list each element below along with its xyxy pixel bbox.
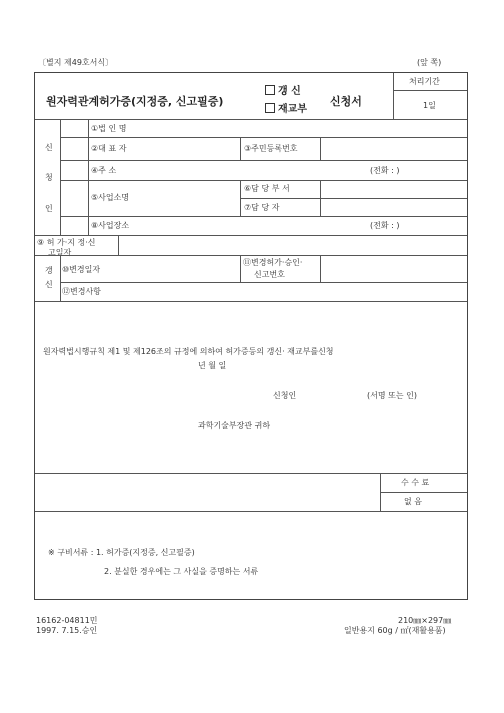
applicant-signature-label: 신청인 — [273, 391, 297, 400]
required-documents: ※ 구비서류 : 1. 허가증(지정증, 신고필증) — [48, 548, 195, 557]
form-number: 〔별지 제49호서식〕 — [38, 58, 114, 67]
approval-date: 1997. 7.15.승인 — [36, 626, 98, 635]
department-label: ⑥담 당 부 서 — [244, 184, 290, 193]
required-documents-item-2: 2. 분실한 경우에는 그 사실을 증명하는 서류 — [104, 567, 259, 576]
change-number-label-2: 신고번호 — [254, 270, 285, 279]
fee-value: 없 음 — [404, 497, 422, 506]
address-label: ④주 소 — [91, 166, 117, 175]
phone-1: (전화 : ) — [370, 166, 400, 175]
corp-name-label: ①법 인 명 — [91, 124, 127, 133]
addressee: 과학기술부장관 귀하 — [198, 421, 271, 430]
renewal-char-2: 신 — [45, 280, 53, 289]
application-date: 년 월 일 — [198, 361, 227, 370]
applicant-char-3: 인 — [45, 204, 53, 213]
processing-period-value: 1일 — [423, 101, 436, 110]
business-place-label: ⑧사업장소 — [91, 221, 130, 230]
change-date-label: ⑩변경일자 — [62, 265, 101, 274]
phone-2: (전화 : ) — [370, 221, 400, 230]
form-title: 원자력관계허가증(지정증, 신고필증) — [46, 95, 224, 108]
form-title-suffix: 신청서 — [330, 95, 362, 108]
paper-spec: 일반용지 60g / ㎡(재활용품) — [344, 626, 446, 635]
application-statement: 원자력법시행규칙 제1 및 제126조의 규정에 의하여 허가증등의 갱신· 재교부를신청 — [43, 347, 334, 356]
signature-note: (서명 또는 인) — [367, 391, 417, 400]
renewal-char-1: 갱 — [45, 266, 53, 275]
change-number-label-1: ⑪변경허가·승인· — [243, 258, 303, 267]
applicant-char-2: 청 — [45, 173, 53, 182]
paper-size: 210㎜×297㎜ — [398, 616, 452, 625]
renew-option[interactable]: 갱 신 — [265, 82, 301, 97]
manager-label: ⑦담 당 자 — [244, 203, 280, 212]
fee-label: 수 수 료 — [401, 478, 430, 487]
processing-period-label: 처리기간 — [409, 77, 440, 86]
permit-date-label-1: ⑨ 허 가·지 정·신 — [37, 238, 96, 247]
permit-date-label-2: 고일자 — [48, 248, 72, 257]
form-code: 16162-04811민 — [36, 616, 98, 625]
renew-checkbox[interactable] — [265, 85, 275, 95]
reissue-checkbox[interactable] — [265, 103, 275, 113]
reissue-option[interactable]: 재교부 — [265, 100, 307, 115]
change-matter-label: ⑫변경사항 — [62, 287, 101, 296]
applicant-char-1: 신 — [45, 143, 53, 152]
resident-number-label: ③주민등록번호 — [244, 144, 298, 153]
page-side-label: (앞 쪽) — [417, 58, 442, 67]
representative-label: ②대 표 자 — [91, 144, 127, 153]
business-name-label: ⑤사업소명 — [91, 193, 130, 202]
